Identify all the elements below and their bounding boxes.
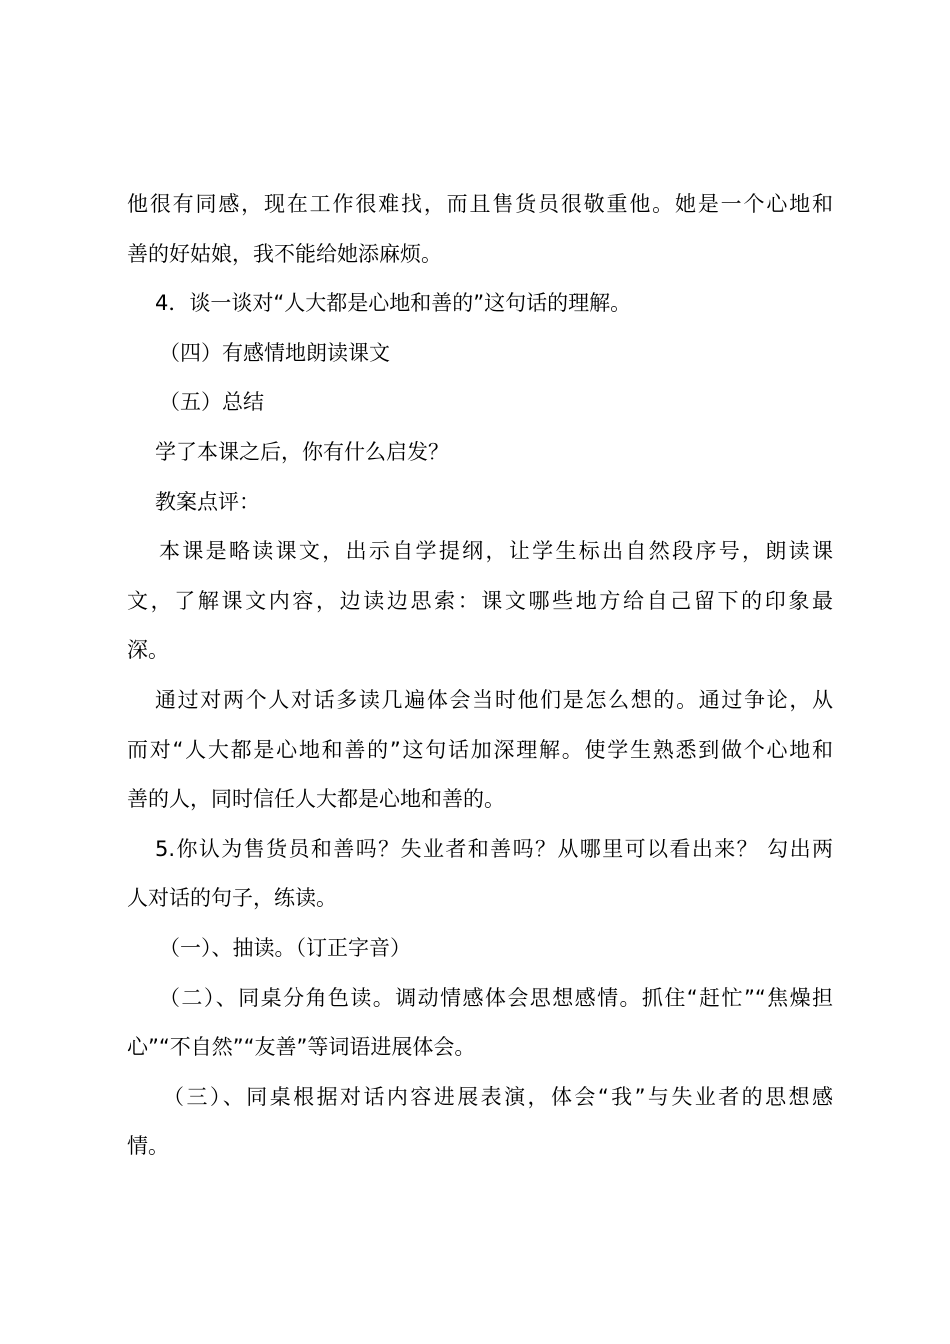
step-2: （二）、同桌分角色读。调动情感体会思想感情。抓住“赶忙”“焦燥担 [159, 985, 833, 1010]
list-item-5: 5.你认为售货员和善吗？失业者和善吗？从哪里可以看出来？ 勾出两 [155, 836, 833, 861]
paragraph-line: 而对“人大都是心地和善的”这句话加深理解。使学生熟悉到做个心地和 [127, 737, 833, 762]
paragraph-line: 本课是略读课文，出示自学提纲，让学生标出自然段序号，朗读课 [159, 539, 833, 564]
paragraph-line: 心”“不自然”“友善”等词语进展体会。 [127, 1035, 476, 1060]
paragraph-line: 人对话的句子，练读。 [127, 886, 337, 911]
paragraph-line: 善的好姑娘，我不能给她添麻烦。 [127, 241, 442, 266]
section-heading-5: （五）总结 [159, 390, 264, 415]
list-item-4: 4．谈一谈对“人大都是心地和善的”这句话的理解。 [155, 291, 632, 316]
paragraph-line: 深。 [127, 638, 169, 663]
document-page [127, 180, 833, 1172]
comment-heading: 教案点评： [155, 489, 260, 514]
paragraph-line: 通过对两个人对话多读几遍体会当时他们是怎么想的。通过争论，从 [155, 687, 833, 712]
paragraph-line: 情。 [127, 1134, 169, 1159]
paragraph-line: 他很有同感，现在工作很难找，而且售货员很敬重他。她是一个心地和 [127, 192, 833, 216]
paragraph-line: 善的人，同时信任人大都是心地和善的。 [127, 787, 505, 812]
step-3: （三）、同桌根据对话内容进展表演，体会“我”与失业者的思想感 [163, 1084, 833, 1109]
section-heading-4: （四）有感情地朗读课文 [159, 340, 390, 365]
paragraph-line: 文，了解课文内容，边读边思索：课文哪些地方给自己留下的印象最 [127, 588, 833, 613]
paragraph-line: 学了本课之后，你有什么启发？ [155, 439, 449, 464]
step-1: （一）、抽读。（订正字音） [159, 935, 411, 960]
